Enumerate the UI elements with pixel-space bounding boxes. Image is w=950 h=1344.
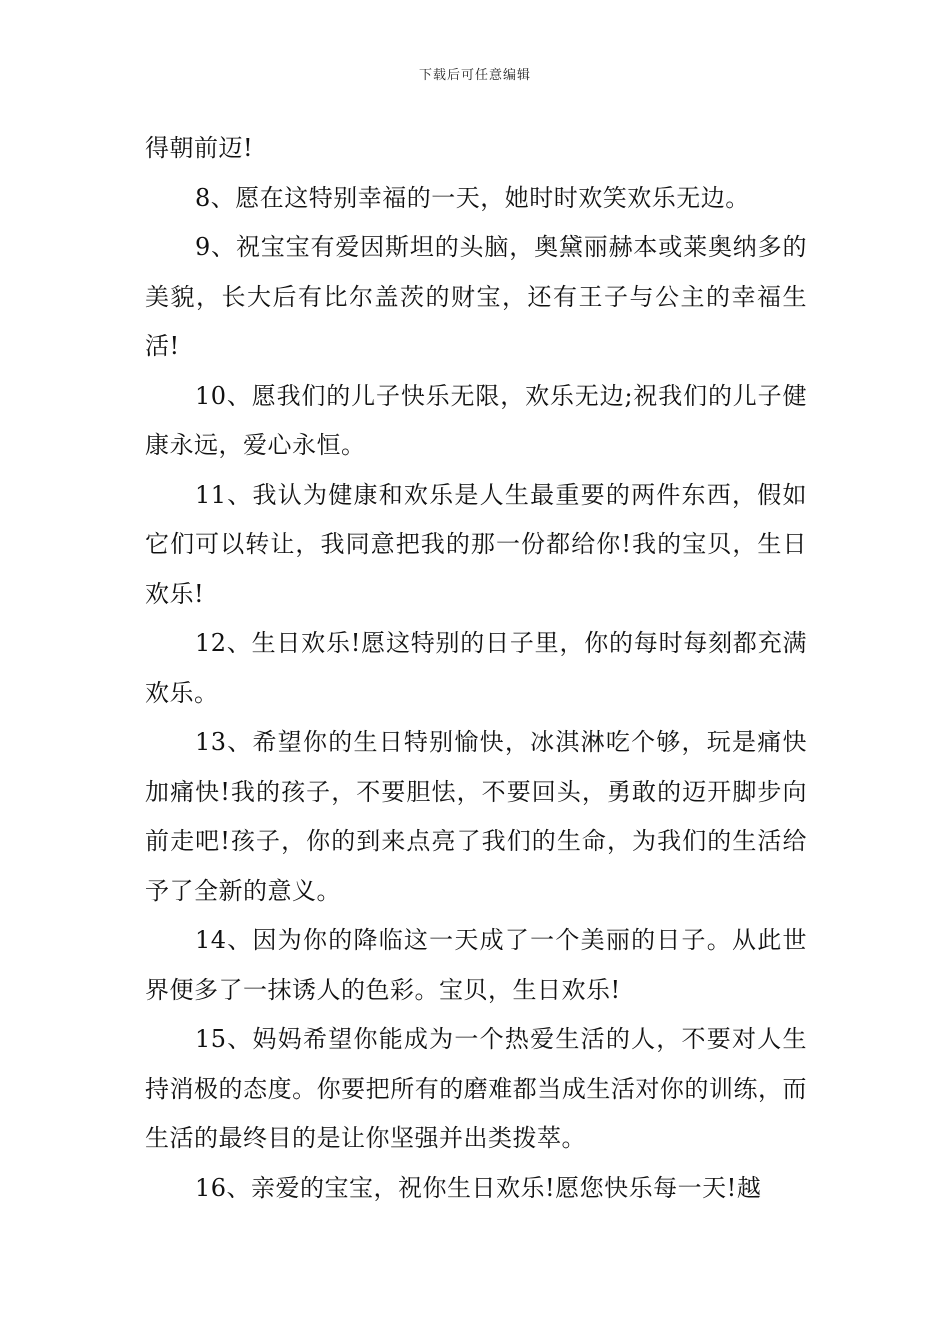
paragraph-continuation: 得朝前迈! xyxy=(145,134,254,162)
paragraph-item-11: 11、我认为健康和欢乐是人生最重要的两件东西，假如它们可以转让，我同意把我的那一份都给你!我的宝贝，生日欢乐! xyxy=(145,480,807,608)
paragraph-item-9: 9、祝宝宝有爱因斯坦的头脑，奥黛丽赫本或莱奥纳多的美貌，长大后有比尔盖茨的财宝，还有王子与公主的幸福生活! xyxy=(145,233,807,360)
document-body xyxy=(145,124,807,1213)
paragraph-item-12: 12、生日欢乐!愿这特别的日子里，你的每时每刻都充满欢乐。 xyxy=(145,629,807,707)
page-header: 下载后可任意编辑 xyxy=(418,68,531,83)
paragraph-item-13: 13、希望你的生日特别愉快，冰淇淋吃个够，玩是痛快加痛快!我的孩子，不要胆怯，不要回头，勇敢的迈开脚步向前走吧!孩子，你的到来点亮了我们的生命，为我们的生活给予了全新的意义。 xyxy=(145,728,807,905)
paragraph-item-16: 16、亲爱的宝宝，祝你生日欢乐!愿您快乐每一天!越 xyxy=(195,1173,762,1202)
paragraph-item-10: 10、愿我们的儿子快乐无限，欢乐无边;祝我们的儿子健康永远，爱心永恒。 xyxy=(145,381,807,459)
paragraph-item-14: 14、因为你的降临这一天成了一个美丽的日子。从此世界便多了一抹诱人的色彩。宝贝，生日欢乐! xyxy=(145,926,807,1004)
paragraph-item-15: 15、妈妈希望你能成为一个热爱生活的人，不要对人生持消极的态度。你要把所有的磨难都当成生活对你的训练，而生活的最终目的是让你坚强并出类拨萃。 xyxy=(145,1025,807,1152)
paragraph-item-8: 8、愿在这特别幸福的一天，她时时欢笑欢乐无边。 xyxy=(195,183,750,212)
